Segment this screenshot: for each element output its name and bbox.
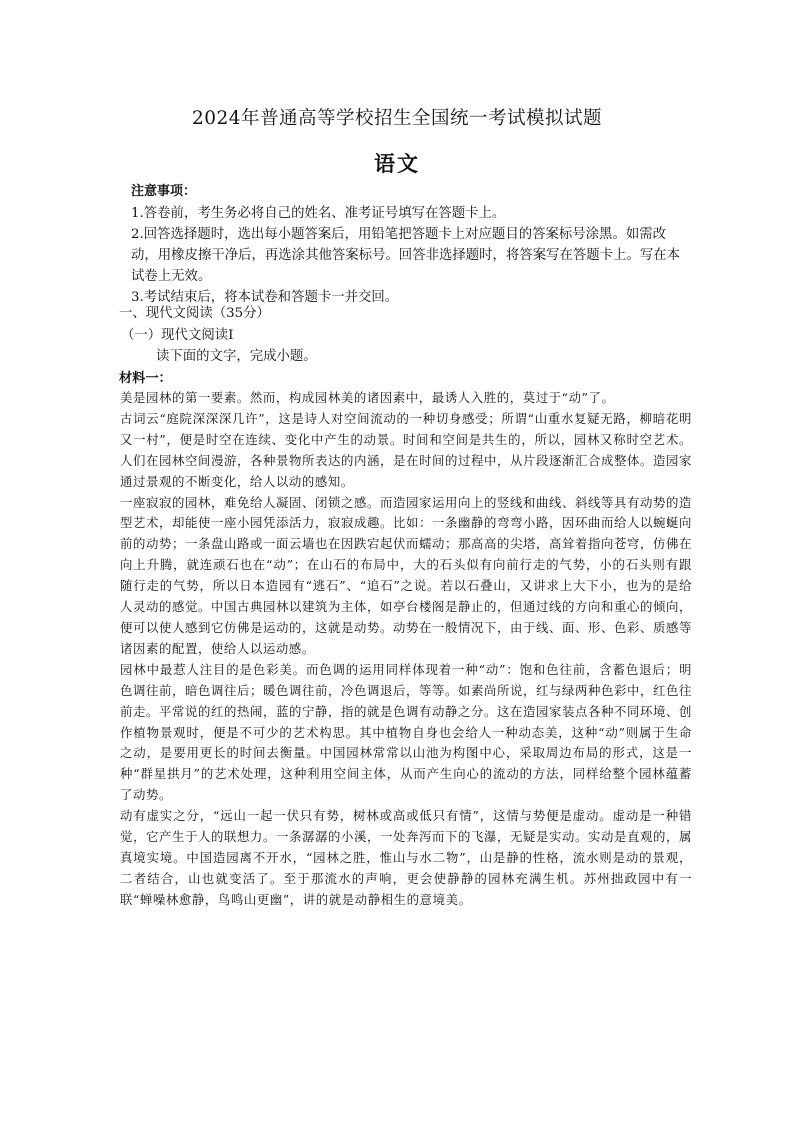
material-text bbox=[120, 388, 692, 911]
paragraph: 动有虚实之分，“远山一起一伏只有势，树林或高或低只有情”，这情与势便是虚动。虚动是一种错觉，它产生于人的联想力。一条潺潺的小溪，一处奔泻而下的飞瀑，无疑是实动。实动是直观的，属真境实境。中国造园离不开水，“园林之胜，惟山与水二物”，山是静的性格，流水则是动的景观，二者结合，山也就变活了。至于那流水的声响，更会使静静的园林充满生机。苏州拙政园中有一联“蝉噪林愈静，鸟鸣山更幽”，讲的就是动静相生的意境美。 bbox=[120, 808, 692, 907]
paragraph: 古词云“庭院深深深几许”，这是诗人对空间流动的一种切身感受；所谓“山重水复疑无路，柳暗花明又一村”，便是时空在连续、变化中产生的动景。时间和空间是共生的，所以，园林又称时空艺术。人们在园林空间漫游，各种景物所表达的内涵，是在时间的过程中，从片段逐渐汇合成整体。造园家通过景观的不断变化，给人以动的感知。 bbox=[120, 410, 692, 489]
material-label: 材料一： bbox=[119, 370, 172, 386]
note-item: 2.回答选择题时，选出每小题答案后，用铅笔把答题卡上对应题目的答案标号涂黑。如需改动，用橡皮擦干净后，再选涂其他答案标号。回答非选择题时，将答案写在答题卡上。写在本试卷上无效。 bbox=[131, 227, 681, 284]
paragraph: 美是园林的第一要素。然而，构成园林美的诸因素中，最诱人入胜的，莫过于“动”了。 bbox=[120, 390, 615, 405]
paragraph: 园林中最惹人注目的是色彩美。而色调的运用同样体现着一种“动”：饱和色往前，含蓄色退后；明色调往前，暗色调往后；暖色调往前，冷色调退后，等等。如素尚所说，红与绿两种色彩中，红色往前走。平常说的红的热闹，蓝的宁静，指的就是色调有动静之分。这在造园家装点各种不同环境、创作植物景观时，便是不可少的艺术构思。其中植物自身也会给人一种动态美，这种“动”则属于生命之动，是要用更长的时间去衡量。中国园林常常以山池为构图中心，采取周边布局的形式，这是一种“群星拱月”的艺术处理，这种利用空间主体，从而产生向心的流动的方法，同样给整个园林蕴蓄了动势。 bbox=[120, 661, 692, 803]
notes-block bbox=[131, 181, 691, 308]
reading-section bbox=[119, 303, 699, 389]
subject-title: 语文 bbox=[374, 151, 420, 176]
notes-heading: 注意事项： bbox=[131, 184, 197, 199]
part-title: 一、现代文阅读（35分） bbox=[119, 306, 270, 321]
paragraph: 一座寂寂的园林，难免给人凝固、闭锁之感。而造园家运用向上的竖线和曲线、斜线等具有动势的造型艺术，却能使一座小园凭添活力，寂寂成趣。比如：一条幽静的弯弯小路，因环曲而给人以蜿蜒向前的动势；一条盘山路或一面云墙也在因跌宕起伏而蠕动；那高高的尖塔，高耸着指向苍穹，仿佛在向上升腾，就连顽石也在“动”；在山石的布局中，大的石头似有向前行走的气势，小的石头则有跟随行走的气势，所以日本造园有“逃石”、“追石”之说。若以石叠山，又讲求上大下小，也为的是给人灵动的感觉。中国古典园林以建筑为主体，如亭台楼阁是静止的，但通过线的方向和重心的倾向，便可以使人感到它仿佛是运动的，这就是动势。动势在一般情况下，由于线、面、形、色彩、质感等诸因素的配置，使给人以运动感。 bbox=[120, 494, 692, 656]
note-item: 1.答卷前，考生务必将自己的姓名、准考证号填写在答题卡上。 bbox=[131, 206, 506, 221]
exam-title: 2024年普通高等学校招生全国统一考试模拟试题 bbox=[191, 108, 603, 129]
note-item: 3.考试结束后，将本试卷和答题卡一并交回。 bbox=[131, 290, 399, 305]
sub-title: （一）现代文阅读Ⅰ bbox=[121, 327, 234, 343]
instruction: 读下面的文字，完成小题。 bbox=[156, 349, 317, 364]
